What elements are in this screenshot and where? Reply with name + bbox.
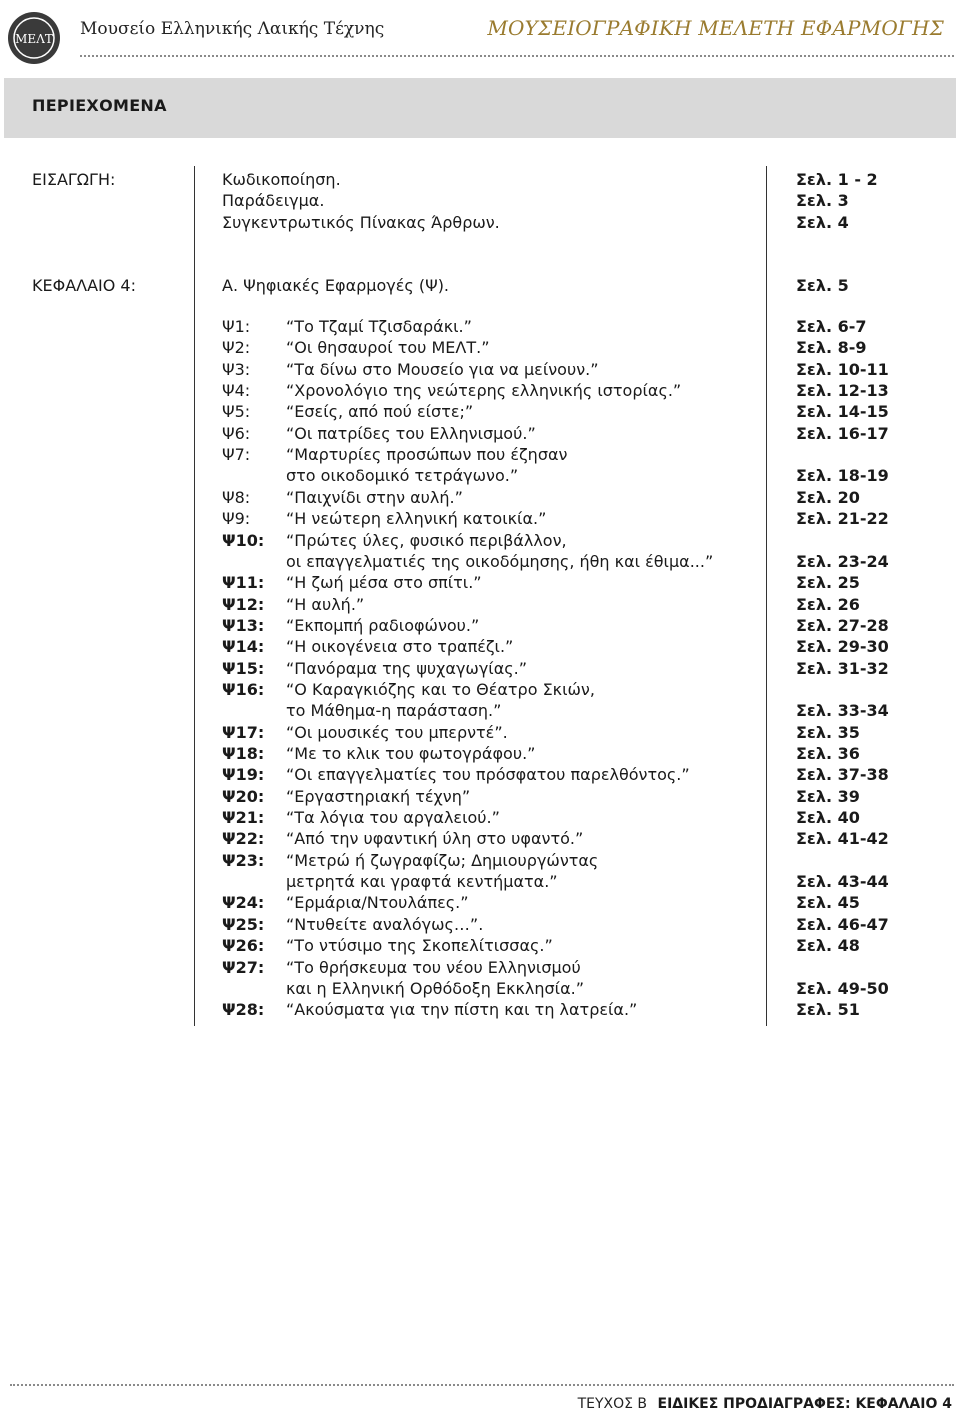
toc-page: Σελ. 37-38 [796,765,889,785]
toc-line [222,616,762,637]
toc-page: Σελ. 43-44 [796,872,889,892]
toc-code: Ψ9: [222,509,251,529]
toc-title: “Το Τζαμί Τζισδαράκι.” [286,317,472,336]
toc-page: Σελ. 27-28 [796,615,889,635]
toc-title: “Η αυλή.” [286,594,365,614]
toc-code: Ψ26: [222,936,265,956]
museum-name: Μουσείο Ελληνικής Λαικής Τέχνης [80,19,385,39]
toc-title: “Πρώτες ύλες, φυσικό περιβάλλον, [286,530,567,550]
toc-line [222,317,762,338]
toc-page: Σελ. 26 [796,594,860,614]
toc-title: στο οικοδομικό τετράγωνο.” [286,466,519,486]
toc-line [222,191,762,212]
toc-page: Σελ. 40 [796,808,860,828]
toc-page: Σελ. 45 [796,893,860,913]
toc-code: Ψ8: [222,487,251,507]
column-divider-left [194,166,195,1026]
toc-code: Ψ11: [222,573,265,593]
toc-line [222,872,762,893]
toc-page: Σελ. 33-34 [796,701,889,721]
toc-code: Ψ16: [222,679,265,699]
toc-line [222,787,762,808]
toc-line [222,466,762,487]
toc-page: Σελ. 14-15 [796,402,889,422]
toc-title: και η Ελληνική Ορθόδοξη Εκκλησία.” [286,978,585,998]
toc-code: Ψ22: [222,829,265,849]
toc-code: Ψ19: [222,765,265,785]
toc-line [222,723,762,744]
toc-page: Σελ. 48 [796,936,860,956]
intro-label: ΕΙΣΑΓΩΓΗ: [32,170,116,189]
page-header [0,0,960,64]
header-dotted-rule [80,55,954,57]
toc-title: “Εργαστηριακή τέχνη” [286,786,471,806]
toc-code: Ψ4: [222,381,251,401]
toc-page: Σελ. 16-17 [796,423,889,443]
toc-title: “Η νεώτερη ελληνική κατοικία.” [286,509,547,529]
toc-title: “Από την υφαντική ύλη στο υφαντό.” [286,829,584,849]
toc-code: Ψ10: [222,530,265,550]
toc-code: Ψ25: [222,914,265,934]
toc-code: Ψ7: [222,445,251,465]
toc-page: Σελ. 10-11 [796,359,889,379]
toc-title: “Ερμάρια/Ντουλάπες.” [286,893,469,913]
toc-page: Σελ. 35 [796,722,860,742]
toc-code: Ψ6: [222,423,251,443]
toc-code: Ψ18: [222,744,265,763]
toc-code: Ψ14: [222,637,265,657]
toc-title: “Ο Καραγκιόζης και το Θέατρο Σκιών, [286,679,595,699]
toc-line [222,659,762,680]
toc-code: Ψ27: [222,957,265,977]
toc-page: Σελ. 31-32 [796,658,889,678]
toc-line [222,552,762,573]
toc-title: “Οι πατρίδες του Ελληνισμού.” [286,423,536,443]
toc-line [222,1000,762,1021]
footer-spec: ΕΙΔΙΚΕΣ ΠΡΟΔΙΑΓΡΑΦΕΣ: ΚΕΦΑΛΑΙΟ 4 [657,1396,952,1412]
toc-page: Σελ. 1 - 2 [796,170,878,189]
toc-page: Σελ. 25 [796,573,860,593]
toc-code: Ψ21: [222,808,265,828]
logo-text: ΜΕΛΤ [15,32,53,46]
footer-dotted-rule [10,1384,954,1386]
toc-line [222,276,762,297]
toc-code: Ψ24: [222,893,265,913]
toc-title: οι επαγγελματιές της οικοδόμησης, ήθη και έθιμα...” [286,551,714,571]
chapter-label: ΚΕΦΑΛΑΙΟ 4: [32,276,136,295]
toc-title: “Παιχνίδι στην αυλή.” [286,487,463,507]
toc-page: Σελ. 23-24 [796,551,889,571]
toc-page: Σελ. 6-7 [796,317,867,336]
toc-title: μετρητά και γραφτά κεντήματα.” [286,872,558,892]
toc-title: “Οι επαγγελματίες του πρόσφατου παρελθόντος.” [286,765,690,785]
toc-code: Ψ3: [222,359,251,379]
study-title: ΜΟΥΣΕΙΟΓΡΑΦΙΚΗ ΜΕΛΕΤΗ ΕΦΑΡΜΟΓΗΣ [487,16,944,40]
toc-line [222,531,762,552]
toc-title: “Χρονολόγιο της νεώτερης ελληνικής ιστορίας.” [286,381,682,401]
toc-line [222,595,762,616]
toc-title: “Η ζωή μέσα στο σπίτι.” [286,573,482,593]
toc-line [222,445,762,466]
toc-title: “Η οικογένεια στο τραπέζι.” [286,637,514,657]
toc-line [222,360,762,381]
toc-line [222,402,762,423]
toc-line [222,680,762,701]
toc-code: Ψ12: [222,594,265,614]
toc-title: “Οι θησαυροί του ΜΕΛΤ.” [286,338,490,358]
toc-page: Σελ. 51 [796,1000,860,1020]
toc-code: Ψ23: [222,850,265,870]
toc-code: Ψ13: [222,615,265,635]
toc-page: Σελ. 5 [796,276,849,295]
toc-title: “Πανόραμα της ψυχαγωγίας.” [286,658,528,678]
toc-line [222,744,762,765]
toc-line [222,488,762,509]
contents-band [4,78,956,138]
toc-page: Σελ. 18-19 [796,466,889,486]
toc-line [222,958,762,979]
logo-emblem-icon [8,12,60,64]
footer-issue: ΤΕΥΧΟΣ Β [577,1396,648,1412]
toc-title: “Το ντύσιμο της Σκοπελίτισσας.” [286,936,553,956]
toc-title: “Ντυθείτε αναλόγως…”. [286,914,484,934]
toc-code: Ψ2: [222,338,251,358]
toc-page: Σελ. 46-47 [796,914,889,934]
contents-title: ΠΕΡΙΕΧΟΜΕΝΑ [32,96,167,115]
toc-page: Σελ. 4 [796,212,849,232]
toc-page: Σελ. 3 [796,191,849,211]
toc-line [222,701,762,722]
toc-title: Κωδικοποίηση. [222,170,341,189]
toc-title: “Ακούσματα για την πίστη και τη λατρεία.” [286,1000,638,1020]
toc-line [222,170,762,191]
toc-title: “Το θρήσκευμα του νέου Ελληνισμού [286,957,581,977]
toc-page: Σελ. 12-13 [796,381,889,401]
museum-logo [8,12,60,64]
toc-line [222,381,762,402]
toc-page: Σελ. 29-30 [796,637,889,657]
toc-title: Παράδειγμα. [222,191,325,211]
toc-title: “Μαρτυρίες προσώπων που έζησαν [286,445,568,465]
toc-line [222,637,762,658]
toc-line [222,509,762,530]
toc-title: “Εσείς, από πού είστε;” [286,402,474,422]
toc-title: “Τα λόγια του αργαλειού.” [286,808,500,828]
toc-title: “Οι μουσικές του μπερντέ”. [286,722,508,742]
page-footer [578,1396,952,1412]
toc-line [222,915,762,936]
toc-title: “Μετρώ ή ζωγραφίζω; Δημιουργώντας [286,850,599,870]
toc-line [222,338,762,359]
toc-line [222,893,762,914]
toc-line [222,851,762,872]
toc-title: “Εκπομπή ραδιοφώνου.” [286,615,480,635]
toc-page: Σελ. 8-9 [796,338,867,358]
toc-line [222,936,762,957]
toc-line [222,808,762,829]
toc-title: Α. Ψηφιακές Εφαρμογές (Ψ). [222,276,450,295]
toc-page: Σελ. 20 [796,487,860,507]
column-divider-right [766,166,767,1026]
toc-title: “Με το κλικ του φωτογράφου.” [286,744,536,763]
toc-line [222,829,762,850]
toc-page: Σελ. 21-22 [796,509,889,529]
toc-title: το Μάθημα-η παράσταση.” [286,701,502,721]
toc-line [222,424,762,445]
toc-code: Ψ1: [222,317,251,336]
toc-page: Σελ. 41-42 [796,829,889,849]
toc-title: Συγκεντρωτικός Πίνακας Άρθρων. [222,212,500,232]
toc-page: Σελ. 49-50 [796,978,889,998]
toc-page: Σελ. 36 [796,744,860,763]
toc-code: Ψ5: [222,402,251,422]
toc-line [222,979,762,1000]
toc-code: Ψ15: [222,658,265,678]
toc-code: Ψ28: [222,1000,265,1020]
toc-line [222,573,762,594]
toc-line [222,765,762,786]
toc-page: Σελ. 39 [796,786,860,806]
toc-title: “Τα δίνω στο Μουσείο για να μείνουν.” [286,359,599,379]
toc-line [222,213,762,234]
toc-code: Ψ20: [222,786,265,806]
toc-code: Ψ17: [222,722,265,742]
